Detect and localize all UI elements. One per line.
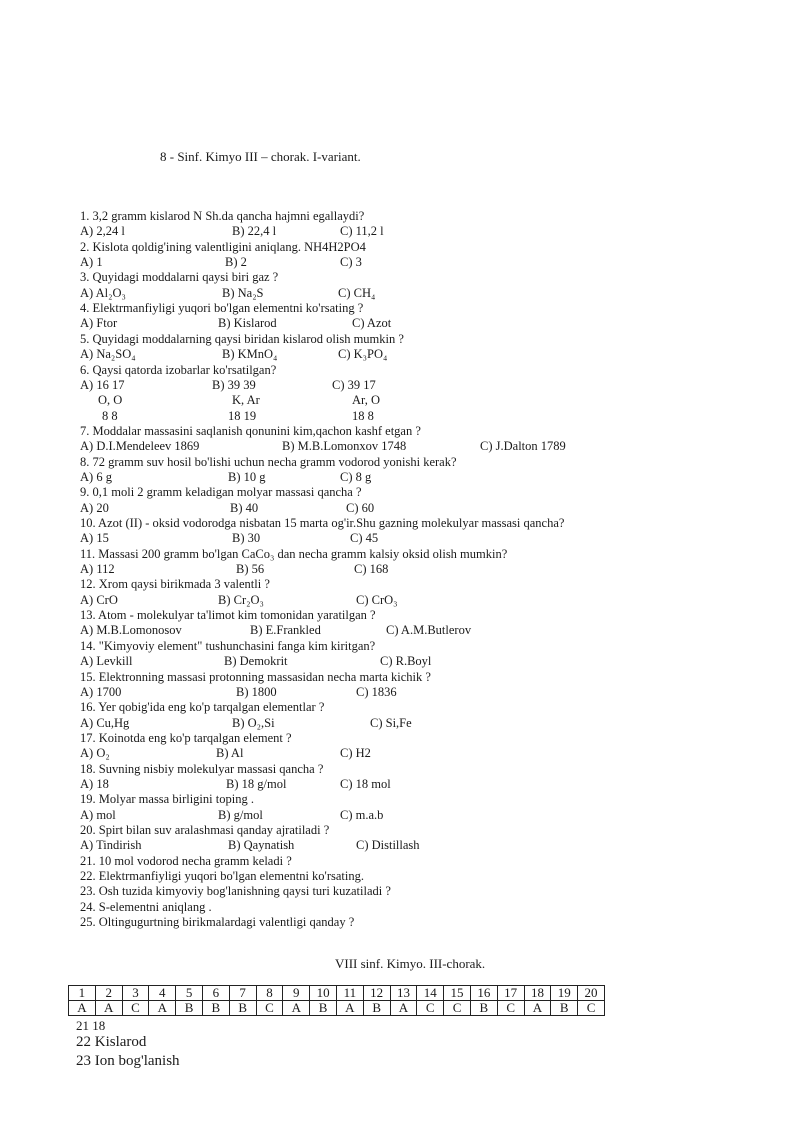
answer-key-number: 8 [256, 986, 283, 1001]
q11-option-2: B) 56 [236, 562, 265, 576]
q11-option-3: C) 168 [354, 562, 389, 576]
q17-option-1: A) O₂ [80, 746, 110, 760]
q2-option-2: B) 2 [225, 255, 247, 269]
answer-key-answer: A [283, 1001, 310, 1016]
answer-key-title: VIII sinf. Kimyo. III-chorak. [335, 956, 486, 971]
answer-key-answer: B [551, 1001, 578, 1016]
extra-answer-21: 21 18 [76, 1018, 106, 1033]
question-24: 24. S-elementni aniqlang . [80, 900, 212, 914]
answer-key-answer: B [310, 1001, 337, 1016]
q9-option-3: C) 60 [346, 501, 375, 515]
answer-key-answer: B [202, 1001, 229, 1016]
answer-key-answer: A [149, 1001, 176, 1016]
question-25: 25. Oltingugurtning birikmalardagi valentligi qanday ? [80, 915, 355, 929]
question-3: 3. Quyidagi moddalarni qaysi biri gaz ? [80, 270, 279, 284]
answer-key-number: 12 [363, 986, 390, 1001]
question-11: 11. Massasi 200 gramm bo'lgan CaCo₃ dan necha gramm kalsiy oksid olish mumkin? [80, 547, 508, 561]
q13-option-3: C) A.M.Butlerov [386, 623, 472, 637]
answer-key-number: 9 [283, 986, 310, 1001]
q16-option-1: A) Cu,Hg [80, 716, 130, 730]
q6-option-1-2: B) 39 39 [212, 378, 256, 392]
extra-answer-23: 23 Ion bog'lanish [76, 1053, 180, 1069]
q6-option-2-3: Ar, O [352, 393, 380, 407]
question-5: 5. Quyidagi moddalarning qaysi biridan kislarod olish mumkin ? [80, 332, 404, 346]
answer-key-number: 4 [149, 986, 176, 1001]
q20-option-3: C) Distillash [356, 838, 420, 852]
q18-option-1: A) 18 [80, 777, 109, 791]
q1-option-2: B) 22,4 l [232, 224, 277, 238]
answer-key-number: 10 [310, 986, 337, 1001]
answer-key-answer: C [417, 1001, 444, 1016]
answer-key-answer-row [69, 1001, 605, 1016]
q19-option-1: A) mol [80, 808, 116, 822]
q8-option-1: A) 6 g [80, 470, 112, 484]
q15-option-1: A) 1700 [80, 685, 122, 699]
q3-option-3: C) CH₄ [338, 286, 376, 300]
answer-key-number: 11 [336, 986, 363, 1001]
answer-key-answer: C [578, 1001, 605, 1016]
question-23: 23. Osh tuzida kimyoviy bog'lanishning qaysi turi kuzatiladi ? [80, 884, 391, 898]
question-6: 6. Qaysi qatorda izobarlar ko'rsatilgan? [80, 363, 277, 377]
answer-key-number: 19 [551, 986, 578, 1001]
question-19: 19. Molyar massa birligini toping . [80, 792, 254, 806]
q10-option-1: A) 15 [80, 531, 109, 545]
q9-option-2: B) 40 [230, 501, 259, 515]
q10-option-2: B) 30 [232, 531, 261, 545]
q14-option-1: A) Levkill [80, 654, 133, 668]
answer-key-number: 14 [417, 986, 444, 1001]
q6-option-1-1: A) 16 17 [80, 378, 125, 392]
q6-option-2-1: O, O [98, 393, 123, 407]
question-1: 1. 3,2 gramm kislarod N Sh.da qancha hajmni egallaydi? [80, 209, 365, 223]
answer-key-answer: A [69, 1001, 96, 1016]
q7-option-2: B) M.B.Lomonxov 1748 [282, 439, 407, 453]
question-7: 7. Moddalar massasini saqlanish qonunini kim,qachon kashf etgan ? [80, 424, 421, 438]
question-2: 2. Kislota qoldig'ining valentligini aniqlang. NH4H2PO4 [80, 240, 366, 254]
question-22: 22. Elektrmanfiyligi yuqori bo'lgan elementni ko'rsating. [80, 869, 364, 883]
q6-option-1-3: C) 39 17 [332, 378, 376, 392]
q6-option-2-2: K, Ar [232, 393, 260, 407]
q4-option-3: C) Azot [352, 316, 392, 330]
answer-key-number: 15 [444, 986, 471, 1001]
q11-option-1: A) 112 [80, 562, 115, 576]
q13-option-2: B) E.Frankled [250, 623, 321, 637]
answer-key-answer: B [363, 1001, 390, 1016]
answer-key-answer: A [95, 1001, 122, 1016]
q15-option-2: B) 1800 [236, 685, 277, 699]
question-21: 21. 10 mol vodorod necha gramm keladi ? [80, 854, 292, 868]
answer-key-number: 7 [229, 986, 256, 1001]
q6-option-3-3: 18 8 [352, 409, 374, 423]
q20-option-2: B) Qaynatish [228, 838, 295, 852]
q17-option-2: B) Al [216, 746, 244, 760]
q5-option-1: A) Na₂SO₄ [80, 347, 136, 361]
q7-option-1: A) D.I.Mendeleev 1869 [80, 439, 200, 453]
answer-key-answer: B [229, 1001, 256, 1016]
question-12: 12. Xrom qaysi birikmada 3 valentli ? [80, 577, 270, 591]
q19-option-3: C) m.a.b [340, 808, 384, 822]
q5-option-2: B) KMnO₄ [222, 347, 278, 361]
q2-option-3: C) 3 [340, 255, 362, 269]
answer-key-number-row [69, 986, 605, 1001]
answer-key-answer: C [256, 1001, 283, 1016]
q18-option-3: C) 18 mol [340, 777, 391, 791]
question-18: 18. Suvning nisbiy molekulyar massasi qancha ? [80, 762, 324, 776]
answer-key-table [68, 985, 605, 1016]
q8-option-3: C) 8 g [340, 470, 372, 484]
q7-option-3: C) J.Dalton 1789 [480, 439, 566, 453]
q16-option-3: C) Si,Fe [370, 716, 412, 730]
q5-option-3: C) K₃PO₄ [338, 347, 388, 361]
answer-key-number: 5 [176, 986, 203, 1001]
question-8: 8. 72 gramm suv hosil bo'lishi uchun necha gramm vodorod yonishi kerak? [80, 455, 457, 469]
q13-option-1: A) M.B.Lomonosov [80, 623, 182, 637]
question-14: 14. "Kimyoviy element" tushunchasini fanga kim kiritgan? [80, 639, 376, 653]
answer-key-answer: A [336, 1001, 363, 1016]
answer-key-answer: A [524, 1001, 551, 1016]
page-title: 8 - Sinf. Kimyo III – chorak. I-variant. [160, 149, 361, 164]
q18-option-2: B) 18 g/mol [226, 777, 287, 791]
q14-option-3: C) R.Boyl [380, 654, 432, 668]
q6-option-3-1: 8 8 [102, 409, 118, 423]
q20-option-1: A) Tindirish [80, 838, 142, 852]
answer-key-number: 18 [524, 986, 551, 1001]
q9-option-1: A) 20 [80, 501, 109, 515]
q16-option-2: B) O₂,Si [232, 716, 275, 730]
extra-answer-22: 22 Kislarod [76, 1034, 147, 1050]
answer-key-answer: A [390, 1001, 417, 1016]
question-20: 20. Spirt bilan suv aralashmasi qanday ajratiladi ? [80, 823, 330, 837]
question-4: 4. Elektrmanfiyligi yuqori bo'lgan elementni ko'rsating ? [80, 301, 364, 315]
answer-key-answer: C [497, 1001, 524, 1016]
question-17: 17. Koinotda eng ko'p tarqalgan element ? [80, 731, 292, 745]
answer-key-number: 16 [470, 986, 497, 1001]
q12-option-3: C) CrO₃ [356, 593, 398, 607]
answer-key-number: 1 [69, 986, 96, 1001]
question-16: 16. Yer qobig'ida eng ko'p tarqalgan elementlar ? [80, 700, 325, 714]
answer-key-number: 20 [578, 986, 605, 1001]
answer-key-answer: B [470, 1001, 497, 1016]
answer-key-number: 2 [95, 986, 122, 1001]
q1-option-1: A) 2,24 l [80, 224, 125, 238]
answer-key-answer: B [176, 1001, 203, 1016]
answer-key-number: 17 [497, 986, 524, 1001]
q4-option-1: A) Ftor [80, 316, 118, 330]
answer-key-number: 6 [202, 986, 229, 1001]
q19-option-2: B) g/mol [218, 808, 263, 822]
q12-option-2: B) Cr₂O₃ [218, 593, 264, 607]
q1-option-3: C) 11,2 l [340, 224, 384, 238]
answer-key-answer: C [444, 1001, 471, 1016]
question-15: 15. Elektronning massasi protonning massasidan necha marta kichik ? [80, 670, 431, 684]
q12-option-1: A) CrO [80, 593, 118, 607]
answer-key-number: 3 [122, 986, 149, 1001]
q2-option-1: A) 1 [80, 255, 103, 269]
q15-option-3: C) 1836 [356, 685, 397, 699]
question-13: 13. Atom - molekulyar ta'limot kim tomonidan yaratilgan ? [80, 608, 376, 622]
answer-key-number: 13 [390, 986, 417, 1001]
q3-option-1: A) Al₂O₃ [80, 286, 126, 300]
q4-option-2: B) Kislarod [218, 316, 277, 330]
question-9: 9. 0,1 moli 2 gramm keladigan molyar massasi qancha ? [80, 485, 362, 499]
answer-key-answer: C [122, 1001, 149, 1016]
q17-option-3: C) H2 [340, 746, 371, 760]
q14-option-2: B) Demokrit [224, 654, 288, 668]
q6-option-3-2: 18 19 [228, 409, 257, 423]
q8-option-2: B) 10 g [228, 470, 266, 484]
question-10: 10. Azot (II) - oksid vodorodga nisbatan 15 marta og'ir.Shu gazning molekulyar massasi qancha? [80, 516, 565, 530]
q3-option-2: B) Na₂S [222, 286, 264, 300]
q10-option-3: C) 45 [350, 531, 379, 545]
